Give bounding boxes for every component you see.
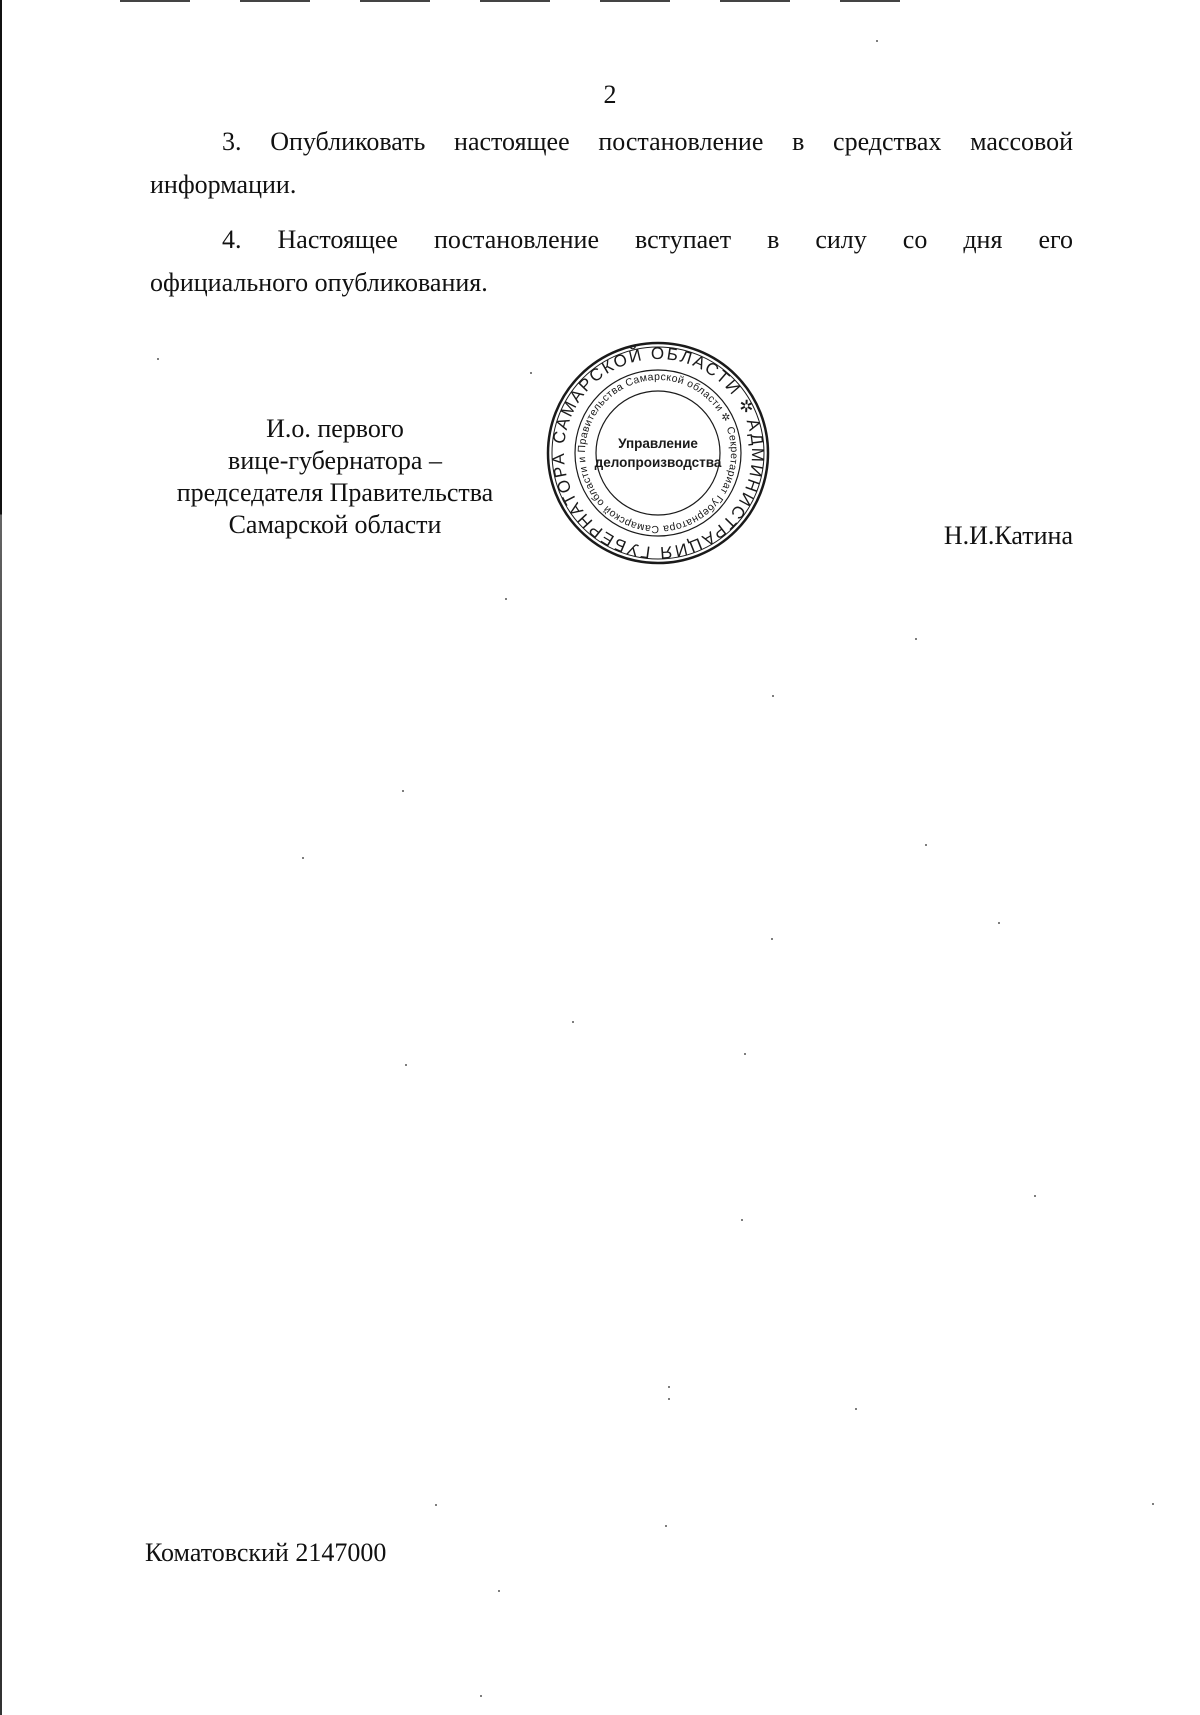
executor-name-phone: Коматовский 2147000 <box>145 1538 387 1567</box>
scan-speck <box>915 638 917 640</box>
official-seal-stamp <box>545 340 771 566</box>
scan-speck <box>405 1064 407 1066</box>
seal-outer-text: АДМИНИСТРАЦИЯ ГУБЕРНАТОРА САМАРСКОЙ ОБЛАСТИ ✲ <box>548 343 768 563</box>
scan-speck <box>771 938 773 940</box>
scan-speck <box>302 857 304 859</box>
scan-speck <box>772 695 774 697</box>
scan-speck <box>668 1386 670 1388</box>
paragraph-4-continuation: официального опубликования. <box>150 268 488 297</box>
scan-speck <box>572 1021 574 1023</box>
scan-speck <box>498 1590 500 1592</box>
paragraph-3 <box>150 120 1073 206</box>
signatory-position-line: Самарской области <box>228 510 442 539</box>
paragraph-4 <box>150 218 1073 304</box>
scan-speck <box>668 1398 670 1400</box>
scan-speck <box>925 844 927 846</box>
scan-speck <box>876 40 878 42</box>
page-number: 2 <box>603 80 617 109</box>
signatory-name: Н.И.Катина <box>943 521 1073 550</box>
scan-speck <box>855 1408 857 1410</box>
paragraph-3-continuation: информации. <box>150 170 297 199</box>
scan-speck <box>157 358 159 360</box>
scan-speck <box>1034 1195 1036 1197</box>
seal-center-line-1: Управление <box>618 436 698 451</box>
paragraph-4-first-line: 4. Настоящее постановление вступает в силу со дня его <box>222 225 1073 254</box>
seal-center-line-2: делопроизводства <box>594 455 722 470</box>
scan-speck <box>741 1219 743 1221</box>
scan-artifact-left-edge <box>0 0 2 1715</box>
signatory-position-line: вице-губернатора – <box>228 446 442 475</box>
scan-speck <box>1152 1503 1154 1505</box>
scan-speck <box>665 1525 667 1527</box>
scan-artifact-top-line <box>120 0 900 2</box>
signatory-position <box>150 413 520 541</box>
scan-speck <box>480 1695 482 1697</box>
scan-speck <box>435 1504 437 1506</box>
paragraph-3-first-line: 3. Опубликовать настоящее постановление в средствах массовой <box>222 127 1073 156</box>
scan-speck <box>744 1053 746 1055</box>
signatory-position-line: председателя Правительства <box>176 478 494 507</box>
seal-graphic <box>545 340 771 566</box>
scan-speck <box>505 598 507 600</box>
scan-speck <box>530 372 532 374</box>
scan-speck <box>998 922 1000 924</box>
signatory-position-line: И.о. первого <box>266 414 404 443</box>
scan-speck <box>402 790 404 792</box>
seal-inner-text: Секретариат Губернатора Самарской области и Правительства Самарской области ✲ <box>575 370 741 536</box>
